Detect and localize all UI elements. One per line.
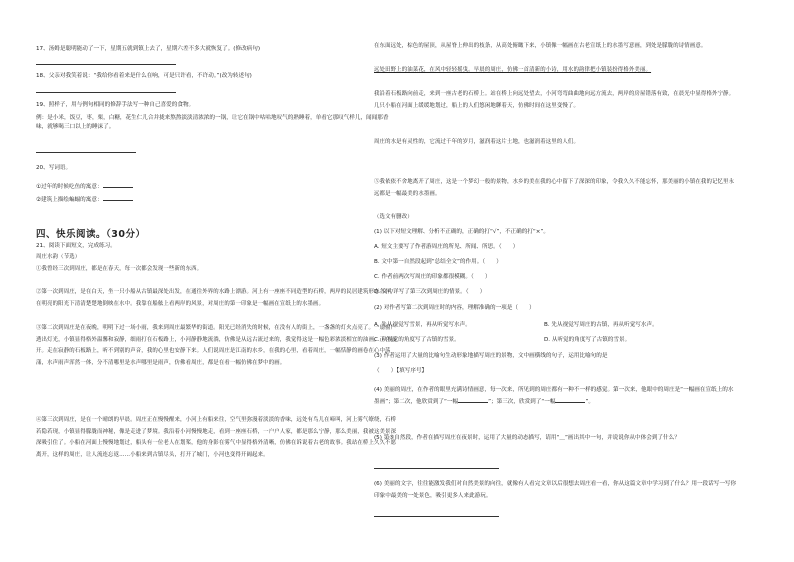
paragraph-4-continued-4: 周庄的水是有灵性的，它流过千年的岁月，滋润着这片土地，也滋润着这里的人们。 <box>374 139 580 145</box>
answer-line-21-6 <box>374 516 499 517</box>
option-21-2-a[interactable]: A. 先从视觉写雪景，再从听觉写水声。 <box>374 322 471 328</box>
question-21-6: (6) 美丽的文字，往往能激发我们对自然美景的向往，就像有人看完文章以后很想去周庄看一看，你从这篇文章中学习到了什么？用一段话写一写你印象中最美的一处景色，吸引更多人来此游玩。 <box>374 481 737 499</box>
answer-line-18 <box>36 92 176 93</box>
question-21: 21、阅读下面短文，完成练习。 <box>36 243 116 249</box>
passage-source: （选文有删改） <box>374 214 413 220</box>
answer-line-17 <box>36 64 176 65</box>
paragraph-4: ④第三次到周庄，是在一个晴朗的早晨。周庄正在慢慢醒来，小河上有船来往，空气里弥漫着淡淡的香味，远处有鸟儿在啼叫，河上雾气缭绕，石桥若隐若现，小镇显得朦胧而神秘，像是走进了梦境。我沿着小河慢慢地走，看到一座座石桥，一户户人家，都是那么宁静，那么美丽，我被这美景深深吸引住了。小船在河面上慢慢地划过，船头有一位老人在划桨，他的身影在雾气中显得格外清晰，仿佛在诉说着古老的故事。我站在桥上久久不愿离开，这样的周庄，让人流连忘返……小船来到古镇尽头，打开了城门，小河也变得开阔起来。 <box>36 417 397 458</box>
option-21-2-d[interactable]: D. 从听觉的角度写了古镇的雪景。 <box>544 337 631 343</box>
blank-20-2[interactable] <box>103 195 133 201</box>
question-19-example: 例：是小米，饭豆，枣，栗，白糖，花生仁儿合并拢来熬熬淡淡清浓浓的一锅，让它在锅中咕咕地叹气的熟睡着，单看它那叹气样儿，闻闻那香味，就够喝三口以上的睡沫了。 <box>36 115 389 130</box>
question-21-2: (2) 对作者写第二次到周庄时的内容，理解准确的一项是（ ） <box>374 305 535 311</box>
question-20: 20、写词语。 <box>36 165 72 171</box>
paragraph-5: ⑤我依依不舍地离开了周庄，这是一个梦幻一般的景物，水乡的美在我的心中留下了深深的印象，令我久久不能忘怀，那美丽的小镇在我的记忆里永远都是一幅最美的水墨画。 <box>374 179 735 197</box>
question-21-1: (1) 以下对短文理解、分析不正确的，正确的打“√”，不正确的打“×”。 <box>374 229 549 235</box>
paragraph-3: ③第二次到周庄是在夜晚，明明下过一场小雨，我来到周庄最繁华的街道。阳光已经消失的时候，在没有人的街上，一盏盏的灯火点亮了。一扇窗户透出灯光，小镇显得格外温馨和寂静，细雨打在石板路上，小河静静地流淌，仿佛是从远古流过来的，我觉得这是一幅色彩浓淡相宜的油画，正在展开。走在寂静的石板路上，听不到别的声音，我的心里也安静下来。人们说周庄是江南的水乡，在我的心里，看着周庄，一幅恬静的画卷在心中荡漾，水声雨声浑然一体，分不清哪里是水声哪里是雨声，仿佛看周庄，都是在看一幅仿佛在梦中的画。 <box>36 325 397 366</box>
blank-21-4-a[interactable] <box>458 397 488 403</box>
blank-21-4-b[interactable] <box>555 397 585 403</box>
answer-line-19 <box>36 152 136 153</box>
question-21-1-c: C. 作者前两次写周庄的印象都很模糊。（ ） <box>374 274 491 280</box>
question-21-4: (4) 美丽的周庄，在作者的眼里充满诗情画意，每一次来，所见到的周庄都有一种不一样的感觉。第一次来，他眼中的周庄是“一幅画在宣纸上的水墨画”；第二次，他欣赏到了“一幅 ”；第三次，欣赏到了“一幅 ”。 <box>374 387 734 405</box>
paragraph-1: ①我曾经三次到周庄，都是在春天，每一次都会发现一些新的东西。 <box>36 266 203 272</box>
question-20-1: ①过年的时候吃鱼的寓意： <box>36 182 399 191</box>
paragraph-4-continued-3: 我沿着石板路向前走，来到一座古老的石桥上。站在桥上向远处望去，小河弯弯曲曲地向远方流去，两岸的房屋错落有致，在晨光中显得格外宁静。几只小船在河面上缓缓地划过，船上的人们悠闲地聊着天，仿佛时间在这里变慢了。 <box>374 91 735 109</box>
question-17: 17、汤姆是聪明能动了一下，星期五就到镇上去了，星期六差不多大就恢复了。(修改病句) <box>36 46 261 52</box>
paragraph-2: ②第一次到周庄，是在白天，坐一只小船从古镇最深处出发，在通往外界的水路上漂游。河上有一座座不同造型的石桥，两岸的民居建筑形态各异，在明亮的阳光下清清楚楚地倒映在水中。我靠在船舷上看两岸的风景，对周庄的第一印象是一幅画在宣纸上的水墨画。 <box>36 289 397 307</box>
question-18: 18、父亲对我笑着说：“我给你看着来是什么在响，可是只许看，不许动。”(改为转述句) <box>36 73 252 79</box>
question-21-3-hint: （ ）【填写序号】 <box>374 368 428 374</box>
paragraph-4-continued-2: 远处田野上的油菜花，在风中轻轻摇曳。早晨的周庄，仿佛一首清新的小诗，用水的韵律把小镇装扮得格外美丽。 <box>374 67 652 73</box>
option-21-2-b[interactable]: B. 先从视觉写周庄的古镇，再从听觉写水声。 <box>544 322 658 328</box>
question-21-1-b: B. 文中第一自然段起到“总结全文”的作用。（ ） <box>374 259 502 265</box>
question-21-1-a: A. 短文主要写了作者游周庄的所见、所闻、所思。（ ） <box>374 244 519 250</box>
question-20-2: ②建筑上描绘蝙蝠的寓意： <box>36 195 399 204</box>
section-4-heading: 四、快乐阅读。（30分） <box>36 229 146 240</box>
option-21-2-c[interactable]: C. 从视觉的角度写了古镇的雪景。 <box>374 337 460 343</box>
question-21-3: (3) 作者运用了大量的比喻句生动形象地描写周庄的景物，文中画横线的句子，运用比喻句的是 <box>374 353 608 359</box>
answer-line-21-5 <box>374 468 499 469</box>
paragraph-4-continued-1: 在东面远处，棕色的屋顶，从屋脊上伸出的枝条，从高处俯瞰下来，小镇像一幅画在古老宣纸上的水墨写意画，到处是朦胧的诗情画意。 <box>374 43 707 49</box>
blank-20-1[interactable] <box>103 182 133 188</box>
question-21-1-d: D. 文中详写了第三次到周庄的情景。（ ） <box>374 289 486 295</box>
question-21-5: (5) 第⑤自然段，作者在描写周庄在夜景时，运用了大量的动态描写，请用“＿”画出其中一句，并说说你从中体会到了什么？ <box>374 435 680 441</box>
question-19: 19、照样子，用与例句相同的修辞手法写一种自己喜爱的食物。 <box>36 102 195 108</box>
passage-title: 周庄水韵（节选） <box>36 254 81 260</box>
